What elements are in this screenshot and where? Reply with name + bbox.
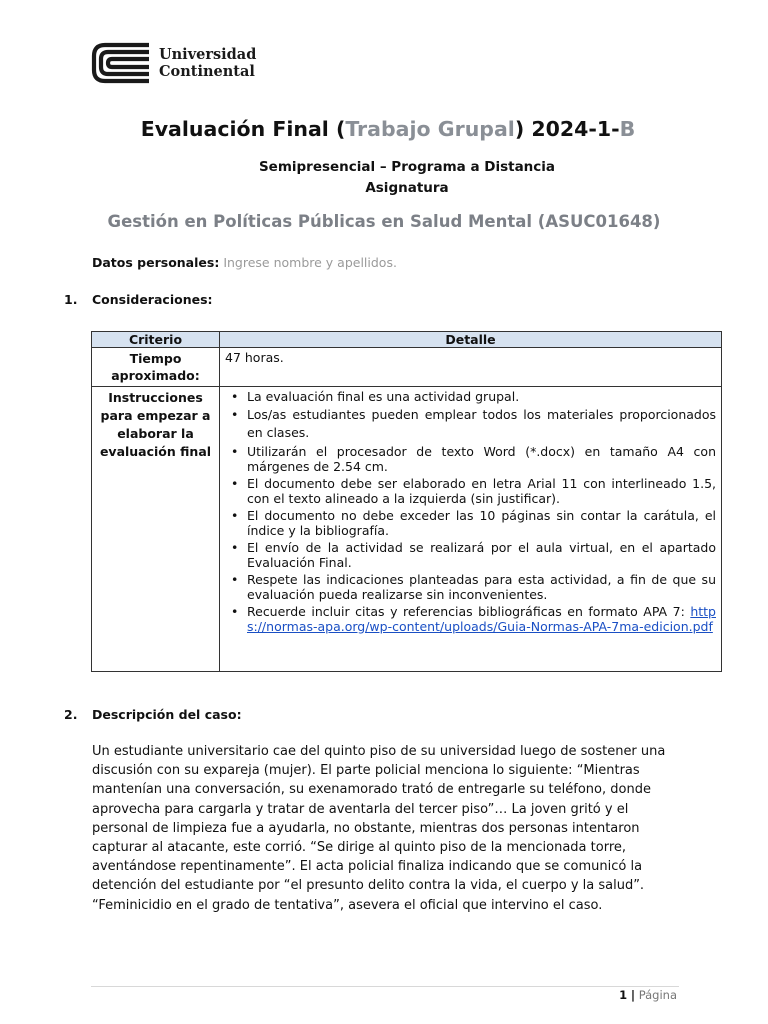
- list-item: • Utilizarán el procesador de texto Word (*.docx) en tamaño A4 con márgenes de 2.54 cm.: [247, 444, 716, 475]
- criterion-cell: Instrucciones para empezar a elaborar la evaluación final: [92, 387, 220, 672]
- title-part-5: B: [619, 117, 636, 141]
- list-item: • El documento no debe exceder las 10 páginas sin contar la carátula, el índice y la bibliografía.: [247, 508, 716, 539]
- university-logo: [91, 42, 256, 84]
- criteria-table: [91, 331, 722, 672]
- title-part-2: Trabajo Grupal: [345, 117, 515, 141]
- table-header-detalle: Detalle: [220, 332, 722, 348]
- page-number: 1: [619, 988, 628, 1002]
- subtitle-line-1: Semipresencial – Programa a Distancia: [258, 159, 556, 175]
- title-part-3: ) 2024: [514, 117, 589, 141]
- list-item: [247, 604, 716, 635]
- course-title: Gestión en Políticas Públicas en Salud Mental (ASUC01648): [107, 212, 661, 231]
- list-item: • Los/as estudiantes pueden emplear todos los materiales proporcionados en clases.: [247, 406, 716, 443]
- section-title: Consideraciones:: [92, 292, 213, 307]
- personal-data: [92, 255, 397, 270]
- table-header-criterio: Criterio: [92, 332, 220, 348]
- case-description: Un estudiante universitario cae del quinto piso de su universidad luego de sostener una discusión con su expareja (mujer). El parte policial menciona lo siguiente: “Mientras mantenían una conversación, su exenamorado trató de entregarle su teléfono, donde aprovecha para cargarla y tratar de aventarla del tercer piso”… La joven gritó y el personal de limpieza fue a ayudarla, no obstante, mientras dos personas intentaron capturar al atacante, este corrió. “Se dirige al quinto piso de la mencionada torre, aventándose repentinamente”. El acta policial finaliza indicando que se comunicó la detención del estudiante por “el presunto delito contra la vida, el cuerpo y la salud”. “Feminicidio en el grado de tentativa”, asevera el oficial que intervino el caso.: [92, 744, 666, 913]
- title-part-1: Evaluación Final (: [140, 117, 346, 141]
- table-row: [92, 387, 722, 672]
- section-heading-1: [64, 292, 213, 307]
- list-item-text: Recuerde incluir citas y referencias bibliográficas en formato APA 7:: [247, 603, 685, 619]
- personal-data-label: Datos personales:: [92, 255, 220, 270]
- logo-line-2: Continental: [159, 63, 255, 80]
- page-title: [0, 117, 768, 141]
- list-item: • El envío de la actividad se realizará por el aula virtual, en el apartado Evaluación Final.: [247, 540, 716, 571]
- university-logo-icon: [91, 42, 151, 84]
- table-row: [92, 348, 722, 387]
- detail-cell: 47 horas.: [220, 348, 722, 387]
- list-item: • El documento debe ser elaborado en letra Arial 11 con interlineado 1.5, con el texto alineado a la izquierda (sin justificar).: [247, 476, 716, 507]
- list-item: • Respete las indicaciones planteadas para esta actividad, a fin de que su evaluación pueda realizarse sin inconvenientes.: [247, 572, 716, 603]
- footer-divider: [91, 986, 679, 987]
- personal-data-placeholder[interactable]: Ingrese nombre y apellidos.: [223, 255, 397, 270]
- list-item: • La evaluación final es una actividad grupal.: [247, 389, 716, 405]
- logo-line-1: Universidad: [159, 46, 257, 63]
- instructions-list: [225, 389, 716, 635]
- table-header-row: [92, 332, 722, 348]
- title-part-4: -1-: [588, 117, 620, 141]
- page-footer: [560, 988, 677, 1002]
- subtitle-line-2: Asignatura: [365, 180, 449, 196]
- subtitle: [0, 157, 768, 199]
- detail-cell: [220, 387, 722, 672]
- page-label: Página: [638, 988, 677, 1002]
- section-title: Descripción del caso:: [92, 707, 242, 722]
- section-number: 2.: [64, 707, 78, 722]
- footer-separator: |: [630, 988, 636, 1002]
- section-number: 1.: [64, 292, 78, 307]
- section-heading-2: [64, 707, 242, 722]
- criterion-cell: Tiempo aproximado:: [92, 348, 220, 387]
- apa-guide-link[interactable]: https://normas-apa.org/wp-content/uploads/Guia-Normas-APA-7ma-edicion.pdf: [247, 603, 716, 634]
